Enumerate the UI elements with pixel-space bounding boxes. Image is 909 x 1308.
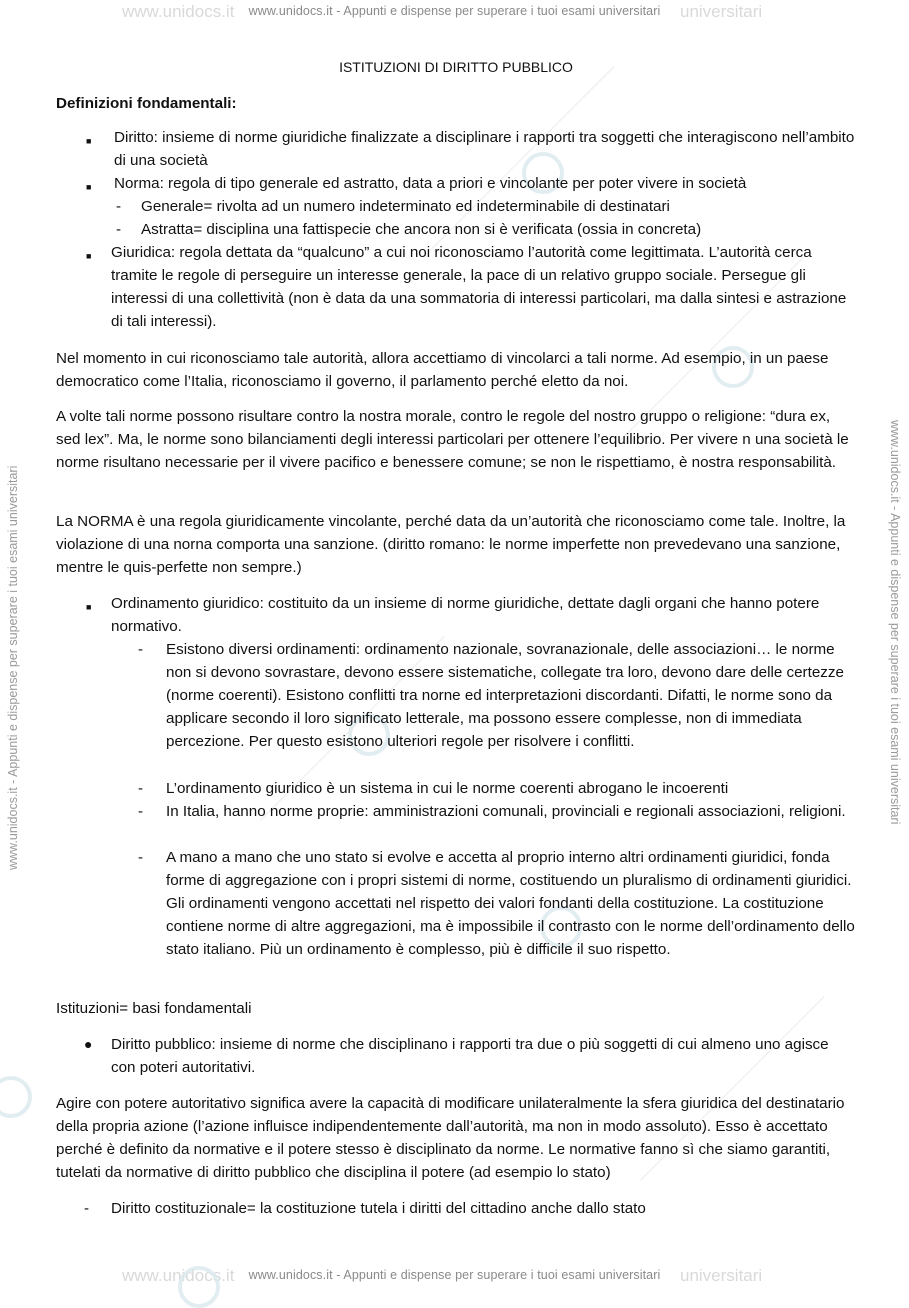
- watermark-ghost-right-bottom: universitari: [680, 1266, 763, 1285]
- watermark-ghost-left-top: www.unidocs.it: [122, 2, 235, 21]
- watermark-banner-right: www.unidocs.it - Appunti e dispense per superare i tuoi esami universitari: [888, 420, 902, 825]
- ordinamento-item: L’ordinamento giuridico è un sistema in cui le norme coerenti abrogano le incoerenti: [166, 780, 729, 797]
- dash-bullet-icon: -: [116, 221, 122, 238]
- watermark-logo-icon: [178, 1266, 220, 1308]
- dash-bullet-icon: -: [138, 803, 144, 820]
- paragraph-potere-autoritativo: Agire con potere autoritativo significa avere la capacità di modificare unilateralmente la sfera giuridica del destinatario della propria azione (l’azione influisce indipendentemente dall’autorità, ma non in modo assoluto). Esso è accettato perché è definito da normative e il potere stesso è disciplinato da norme. Le normative fanno sì che siamo garantiti, tutelati da normative di diritto pubblico che disciplina il potere (ad esempio lo stato): [56, 1095, 845, 1181]
- definition-giuridica: Giuridica: regola dettata da “qualcuno” a cui noi riconosciamo l’autorità come legittimata. L’autorità cerca tramite le regole di perseguire un interesse generale, la pace di un relativo gruppo sociale. Persegue gli interessi di una collettività (non è data da una sommatoria di interessi particolari, ma dalla sintesi e astrazione di tali interessi).: [111, 244, 847, 330]
- paragraph-norma: La NORMA è una regola giuridicamente vincolante, perché data da un’autorità che riconosciamo come tale. Inoltre, la violazione di una norna comporta una sanzione. (diritto romano: le norme imperfette non prevedevano una sanzione, mentre le quis-perfette non sempre.): [56, 513, 846, 576]
- dash-bullet-icon: -: [116, 198, 122, 215]
- paragraph-morale: A volte tali norme possono risultare contro la nostra morale, contro le regole del nostro gruppo o religione: “dura ex, sed lex”. Ma, le norme sono bilanciamenti degli interessi particolari per ottenere l’equilibrio. Per vivere n una società le norme risultano necessarie per il vivere pacifico e benessere comune; se non le rispettiamo, è nostra responsabilità.: [56, 408, 849, 471]
- definition-generale: Generale= rivolta ad un numero indeterminato ed indeterminabile di destinatari: [141, 198, 670, 215]
- ordinamento-giuridico: Ordinamento giuridico: costituito da un insieme di norme giuridiche, dettate dagli organi che hanno potere normativo.: [111, 595, 820, 635]
- watermark-ghost-right-top: universitari: [680, 2, 763, 21]
- section-heading: Definizioni fondamentali:: [56, 95, 237, 112]
- ordinamento-item: In Italia, hanno norme proprie: amministrazioni comunali, provinciali e regionali associazioni, religioni.: [166, 803, 846, 820]
- ordinamento-item: Esistono diversi ordinamenti: ordinamento nazionale, sovranazionale, delle associazioni… le norme non si devono sovrastare, devono essere sistematiche, collegate tra loro, devono dare delle certezze (norme coerenti). Esistono conflitti tra norne ed interpretazioni discordanti. Difatti, le norme sono da applicare secondo il loro significato letterale, ma possono essere complesse, non di immediata percezione. Per questo esistono ulteriori regole per risolvere i conflitti.: [166, 641, 844, 750]
- watermark-banner-top: www.unidocs.it - Appunti e dispense per superare i tuoi esami universitari: [248, 4, 661, 18]
- square-bullet-icon: ■: [86, 602, 92, 612]
- watermark-ghost-left-bottom: www.unidocs.it: [122, 1266, 235, 1285]
- square-bullet-icon: ■: [86, 251, 92, 261]
- dot-bullet-icon: ●: [84, 1036, 93, 1052]
- diritto-costituzionale: Diritto costituzionale= la costituzione tutela i diritti del cittadino anche dallo stato: [111, 1200, 646, 1217]
- paragraph-autorita: Nel momento in cui riconosciamo tale autorità, allora accettiamo di vincolarci a tali norme. Ad esempio, in un paese democratico come l’Italia, riconosciamo il governo, il parlamento perché eletto da noi.: [56, 350, 829, 390]
- square-bullet-icon: ■: [86, 182, 92, 192]
- definition-norma: Norma: regola di tipo generale ed astratto, data a priori e vincolante per poter vivere in società: [114, 175, 747, 192]
- dash-bullet-icon: -: [138, 641, 144, 658]
- diritto-pubblico: Diritto pubblico: insieme di norme che disciplinano i rapporti tra due o più soggetti di cui almeno uno agisce con poteri autoritativi.: [111, 1036, 829, 1076]
- watermark-banner-bottom: www.unidocs.it - Appunti e dispense per superare i tuoi esami universitari: [248, 1268, 661, 1282]
- dash-bullet-icon: -: [84, 1200, 90, 1217]
- dash-bullet-icon: -: [138, 849, 144, 866]
- definition-diritto: Diritto: insieme di norme giuridiche finalizzate a disciplinare i rapporti tra soggetti che interagiscono nell’ambito di una società: [114, 129, 855, 169]
- istituzioni-line: Istituzioni= basi fondamentali: [56, 1000, 252, 1017]
- watermark-logo-icon: [0, 1076, 32, 1118]
- definition-astratta: Astratta= disciplina una fattispecie che ancora non si è verificata (ossia in concreta): [141, 221, 702, 238]
- document-title: ISTITUZIONI DI DIRITTO PUBBLICO: [339, 59, 573, 75]
- dash-bullet-icon: -: [138, 780, 144, 797]
- watermark-banner-left: www.unidocs.it - Appunti e dispense per superare i tuoi esami universitari: [6, 465, 20, 870]
- ordinamento-item: A mano a mano che uno stato si evolve e accetta al proprio interno altri ordinamenti giuridici, fonda forme di aggregazione con i propri sistemi di norme, costituendo un pluralismo di ordinamenti giuridici. Gli ordinamenti vengono accettati nel rispetto dei valori fondanti della costituzione. La costituzione contiene norme di altre aggregazioni, ma è impossibile il contrasto con le norme dell’ordinamento dello stato italiano. Più un ordinamento è complesso, più è difficile il suo rispetto.: [166, 849, 855, 958]
- square-bullet-icon: ■: [86, 136, 92, 146]
